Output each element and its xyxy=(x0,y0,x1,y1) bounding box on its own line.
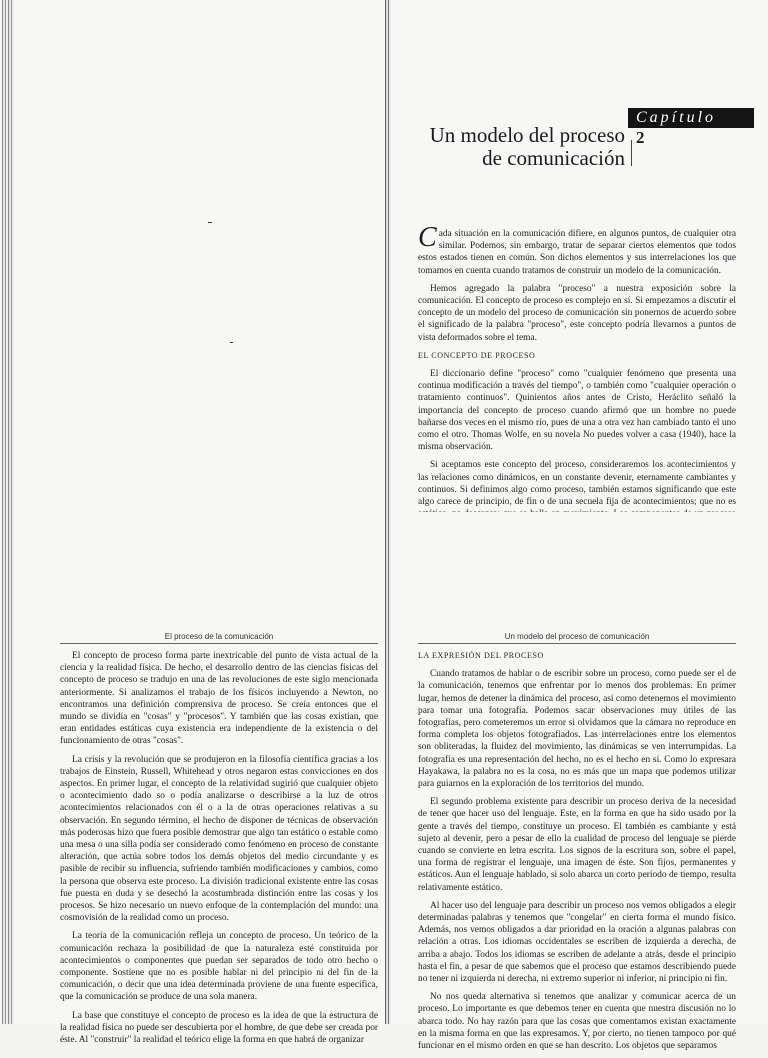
binding-edge-left xyxy=(2,0,14,512)
binding-edge-left xyxy=(2,512,14,1024)
paragraph: Hemos agregado la palabra "proceso" a nuestra exposición sobre la comunicación. El concepto de proceso es complejo en sí. Si empezamos a discutir el concepto de un modelo del proceso de comunicación sin ponernos de acuerdo sobre el significado de la palabra "proceso", este concepto podría llevarnos a puntos de vista deformados sobre el tema. xyxy=(418,283,736,343)
paragraph: El concepto de proceso forma parte inextricable del punto de vista actual de la ciencia y la realidad física. De hecho, el desarrollo dentro de las ciencias físicas del concepto de proceso se tradujo en una de las revoluciones de este siglo mencionada anteriormente. Si analizamos el trabajo de los físicos incluyendo a Newton, no encontramos una definición comprensiva de proceso. Se creía entonces que el mundo se dividía en "cosas" y "procesos". Y también que las cosas existían, que eran entidades estáticas cuya existencia era independiente de la existencia o del funcionamiento de otras "cosas". xyxy=(60,651,378,747)
paragraph: Al hacer uso del lenguaje para describir un proceso nos vemos obligados a elegir determinadas palabras y tenemos que "congelar" en cierta forma el mundo físico. Además, nos vemos obligados a dar prioridad en la oración a algunas palabras con relación a otras. Los idiomas occidentales se escriben de izquierda a derecha, de arriba a abajo. Todos los idiomas se escriben de adelante a atrás, desde el principio hasta el fin, a pesar de que sabemos que el proceso que estamos describiendo puede no tener ni izquierda ni derecha, ni extremo superior ni inferior, ni principio ni fin. xyxy=(418,900,736,985)
running-head-rule xyxy=(60,643,378,644)
chapter-number: 2 xyxy=(636,128,645,147)
top-spread xyxy=(0,0,768,512)
opening-paragraph-text: ada situación en la comunicación difiere, en algunos puntos, de cualquier otra similar. Podemos, sin embargo, tratar de separar ciertos elementos que todos estos estados tienen en común. Son dichos elementos y sus interrelaciones los que tomamos en cuenta cuando tratamos de construir un modelo de la comunicación. xyxy=(418,229,736,276)
running-head-rule xyxy=(418,643,736,644)
chapter-title-line-1: Un modelo del proceso xyxy=(429,123,625,147)
chapter-title-line-2: de comunicación xyxy=(482,146,625,170)
left-page-body xyxy=(60,650,378,1052)
scan-speck xyxy=(230,342,233,343)
section-heading: EL CONCEPTO DE PROCESO xyxy=(418,350,536,360)
scan-speck xyxy=(208,222,212,223)
bottom-spread xyxy=(0,512,768,1052)
section-heading: LA EXPRESIÓN DEL PROCESO xyxy=(418,651,544,660)
paragraph: No nos queda alternativa si tenemos que analizar y comunicar acerca de un proceso. Lo importante es que debemos tener en cuenta que nuestra discusión no lo abarca todo. No hay razón para que las cosas que comentamos existan exactamente en la misma forma en que las expresamos. Y, por cierto, no tienen tampoco por qué funcionar en el mismo orden en que se han descrito. Los objetos que separamos xyxy=(418,992,736,1052)
opening-paragraph xyxy=(418,222,736,277)
paragraph: El diccionario define "proceso" como "cualquier fenómeno que presenta una continua modificación a través del tiempo", o también como "cualquier operación o tratamiento continuos". Quinientos años antes de Cristo, Heráclito señaló la importancia del concepto de proceso cuando afirmó que un hombre no puede bañarse dos veces en el mismo río, pues de una a otra vez han cambiado tanto el uno como el otro. Thomas Wolfe, en su novela No puedes volver a casa (1940), hace la misma observación. xyxy=(418,369,736,453)
right-page-body xyxy=(418,650,736,1058)
drop-cap: C xyxy=(418,222,437,253)
chapter-label-box xyxy=(628,108,754,128)
binding-gutter xyxy=(385,0,391,512)
paragraph: La teoría de la comunicación refleja un concepto de proceso. Un teórico de la comunicación rechaza la posibilidad de que la naturaleza esté constituida por acontecimientos o componentes que puedan ser separados de todo otro hecho o componente. Sostiene que no es posible hablar ni del principio ni del fin de la comunicación, o decir que una idea determinada proviene de una fuente específica, que la comunicación se produce de una sola manera. xyxy=(60,931,378,1003)
chapter-title-rule xyxy=(631,140,632,166)
running-head-left: El proceso de la comunicación xyxy=(164,632,274,641)
paragraph: Si aceptamos este concepto del proceso, consideraremos los acontecimientos y las relaciones como dinámicos, en un constante devenir, eternamente cambiantes y continuos. Si definimos algo como proceso, también estamos significando que este algo carece de principio, de fin o de una secuela fija de acontecimientos; que no es xyxy=(418,460,736,508)
paragraph: Cuando tratamos de hablar o de escribir sobre un proceso, como puede ser el de la comunicación, tenemos que enfrentar por lo menos dos problemas. En primer lugar, hemos de detener la dinámica del proceso, así como detenemos el movimiento para tomar una fotografía. Podemos sacar observaciones muy útiles de las fotografías, pero cometeremos un error si olvidamos que la cámara no reproduce en forma completa los objetos fotografiados. Las interrelaciones entre los elementos son obliteradas, la fluidez del movimiento, las dinámicas se ven interrumpidas. La fotografía es una representación del hecho, no es el hecho en sí. Como lo expresara Hayakawa, la palabra no es la cosa, no es más que un mapa que podemos utilizar para guiarnos en la exploración de los territorios del mundo. xyxy=(418,669,736,790)
paragraph: La crisis y la revolución que se produjeron en la filosofía científica gracias a los trabajos de Einstein, Russell, Whitehead y otros negaron estas convicciones en dos aspectos. En primer lugar, el concepto de la relatividad sugirió que cualquier objeto o acontecimiento dado so o podía analizarse o describirse a la luz de otros acontecimientos relacionados con él o a la de otras operaciones relativas a su observación. En segundo término, el hecho de disponer de técnicas de observación más poderosas hizo que fuera posible demostrar que algo tan estático o estable como una mesa o una silla podía ser considerado como fenómeno en proceso de constante alteración, que actúa sobre todos los demás objetos del medio circundante y es pasible de recibir su influencia, sufriendo también modificaciones y cambios, como la persona que observa este proceso. La división tradicional existente entre las cosas fue puesta en duda y se desechó la acostumbrada distinción entre las cosas y los procesos. Se hizo necesario un nuevo enfoque de la contemplación del mundo: una cosmovisión de la realidad como un proceso. xyxy=(60,754,378,924)
chapter-title xyxy=(400,124,625,170)
paragraph: La base que constituye el concepto de proceso es la idea de que la estructura de la realidad física no puede ser descubierta por el hombre, de que debe ser creada por éste. Al "construir" la realidad el teórico elige la forma en que habrá de organizar xyxy=(60,1010,378,1046)
paragraph: El segundo problema existente para describir un proceso deriva de la necesidad de tener que hacer uso del lenguaje. Este, en la forma en que ha sido usado por la gente a través del tiempo, constituye un proceso. El también es cambiante y está sujeto al devenir, pero a pesar de ello la cualidad de proceso del lenguaje se pierde cuando se convierte en letra escrita. Los signos de la escritura son, sobre el papel, una forma de registrar el lenguaje, una imagen de éste. Son fijos, permanentes y estáticos. Aun el lenguaje hablado, si solo abarca un corto período de tiempo, resulta relativamente estático. xyxy=(418,797,736,893)
chapter-label: Capítulo xyxy=(636,109,717,126)
running-head-right: Un modelo del proceso de comunicación xyxy=(504,632,650,641)
binding-gutter xyxy=(385,512,391,1024)
chapter-body xyxy=(418,222,736,539)
